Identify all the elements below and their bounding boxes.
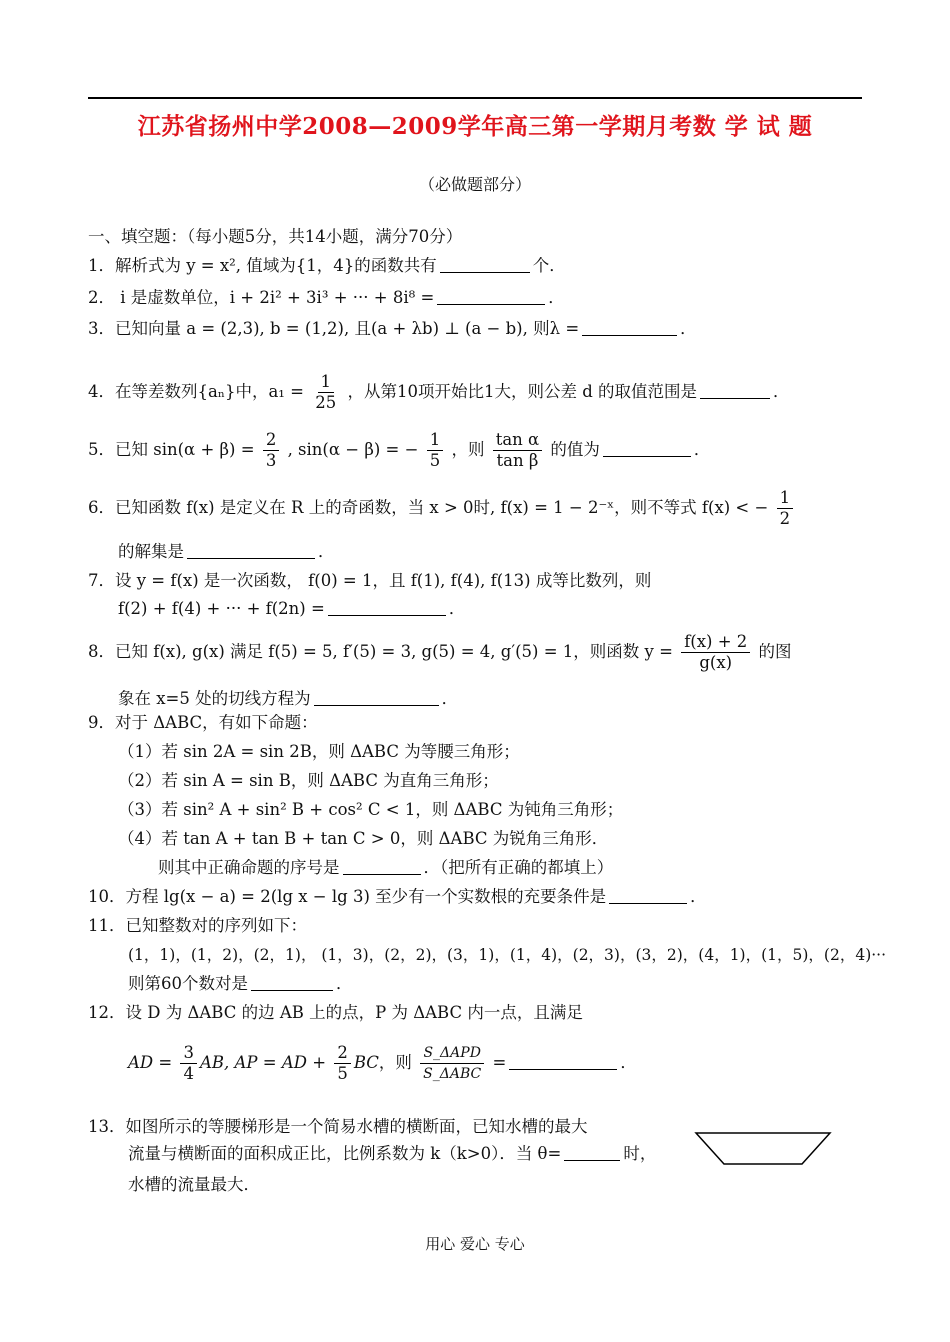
question-13-cont: 水槽的流量最大． bbox=[128, 1175, 260, 1194]
answer-blank bbox=[700, 382, 770, 399]
question-8: 8．已知 f(x), g(x) 满足 f(5) = 5, f′(5) = 3, g(5) = 4, g′(5) = 1，则函数 y = $\frac{f(x) + 2}{g(x)}$ 的图 bbox=[88, 632, 792, 672]
question-9-item: （4）若 tan A + tan B + tan C > 0，则 ΔABC 为锐角三角形． bbox=[118, 829, 609, 848]
question-6: 6．已知函数 f(x) 是定义在 R 上的奇函数，当 x > 0时, f(x) = 1 − 2⁻ˣ，则不等式 f(x) < − $\frac{1}{2}$ bbox=[88, 488, 796, 529]
fraction: $\frac{2}{5}$ bbox=[334, 1043, 351, 1084]
fraction: $\frac{1}{5}$ bbox=[427, 430, 444, 471]
answer-blank bbox=[509, 1053, 617, 1070]
answer-blank bbox=[582, 319, 677, 336]
exam-title: 江苏省扬州中学2008—2009学年高三第一学期月考数 学 试 题 bbox=[137, 113, 813, 140]
question-12: 12．设 D 为 ΔABC 的边 AB 上的点，P 为 ΔABC 内一点，且满足 bbox=[88, 1003, 583, 1022]
fraction: $\frac{3}{4}$ bbox=[180, 1043, 197, 1084]
question-9: 9．对于 ΔABC，有如下命题： bbox=[88, 713, 318, 732]
fraction: $\frac{1}{2}$ bbox=[777, 488, 794, 529]
question-7-cont: f(2) + f(4) + ··· + f(2n) = ． bbox=[118, 599, 466, 618]
question-5: 5．已知 sin(α + β) = $\frac{2}{3}$ , sin(α − β) = − $\frac{1}{5}$ ，则 $\frac{\text{tan α}}{\text{tan β}}$ 的值为 ． bbox=[88, 430, 711, 470]
answer-blank bbox=[343, 858, 421, 875]
fraction: $\frac{\text{S\_ΔAPD}}{\text{S\_ΔABC}}$ bbox=[420, 1043, 484, 1084]
question-1: 1．解析式为 y = x², 值域为{1，4}的函数共有 个． bbox=[88, 256, 566, 275]
answer-blank bbox=[251, 974, 333, 991]
question-9-ask: 则其中正确命题的序号是 ．（把所有正确的都填上） bbox=[158, 858, 614, 877]
water-trough-trapezoid-figure bbox=[690, 1128, 835, 1170]
question-8-cont: 象在 x=5 处的切线方程为 ． bbox=[118, 689, 459, 708]
fraction: $\frac{f(x) + 2}{g(x)}$ bbox=[681, 632, 750, 673]
question-9-item: （3）若 sin² A + sin² B + cos² C < 1，则 ΔABC 为钝角三角形； bbox=[118, 800, 624, 819]
fraction: $\frac{1}{25}$ bbox=[315, 372, 337, 412]
fraction: $\frac{\text{tan α}}{\text{tan β}}$ bbox=[493, 430, 542, 471]
answer-blank bbox=[603, 440, 691, 457]
question-6-cont: 的解集是 ． bbox=[118, 542, 335, 561]
answer-blank bbox=[314, 689, 439, 706]
question-7: 7．设 y = f(x) 是一次函数， f(0) = 1，且 f(1), f(4), f(13) 成等比数列，则 bbox=[88, 571, 652, 590]
answer-blank bbox=[440, 256, 530, 273]
question-4: 4．在等差数列{aₙ}中，a₁ = $\frac{1}{25}$ ，从第10项开始比1大，则公差 d 的取值范围是 ． bbox=[88, 372, 790, 412]
question-11: 11．已知整数对的序列如下： bbox=[88, 916, 307, 935]
question-13: 13．如图所示的等腰梯形是一个简易水槽的横断面，已知水槽的最大 bbox=[88, 1117, 588, 1136]
question-9-item: （2）若 sin A = sin B，则 ΔABC 为直角三角形； bbox=[118, 771, 499, 790]
page-footer: 用心 爱心 专心 bbox=[425, 1235, 525, 1253]
section-heading: 一、填空题：（每小题5分，共14小题，满分70分） bbox=[88, 227, 463, 246]
question-11-sequence: (1，1)，(1，2)，(2，1)， (1，3)，(2，2)，(3，1)，(1，4)，(2，3)，(3，2)，(4，1)，(1，5)，(2，4)··· bbox=[128, 946, 887, 964]
question-13-cont: 流量与横断面的面积成正比，比例系数为 k（k>0）．当 θ= 时， bbox=[128, 1144, 657, 1163]
top-rule bbox=[88, 97, 862, 99]
answer-blank bbox=[187, 542, 315, 559]
exam-subtitle: （必做题部分） bbox=[418, 175, 531, 194]
question-10: 10．方程 lg(x − a) = 2(lg x − lg 3) 至少有一个实数根的充要条件是 ． bbox=[88, 887, 707, 906]
answer-blank bbox=[609, 887, 687, 904]
question-12-formula: AD = $\frac{3}{4}$ AB, AP = AD + $\frac{2}{5}$ BC，则 $\frac{\text{S\_ΔAPD}}{\text{S\_ΔABC}}$ = ． bbox=[128, 1043, 637, 1083]
question-3: 3．已知向量 a = (2,3), b = (1,2), 且(a + λb) ⊥ (a − b), 则λ = ． bbox=[88, 319, 697, 338]
fraction: $\frac{2}{3}$ bbox=[263, 430, 280, 471]
question-11-ask: 则第60个数对是 ． bbox=[128, 974, 353, 993]
question-9-item: （1）若 sin 2A = sin 2B，则 ΔABC 为等腰三角形； bbox=[118, 742, 520, 761]
answer-blank bbox=[328, 599, 446, 616]
answer-blank bbox=[564, 1144, 620, 1161]
answer-blank bbox=[437, 288, 545, 305]
question-2: 2． i 是虚数单位，i + 2i² + 3i³ + ··· + 8i⁸ = ． bbox=[88, 288, 565, 307]
